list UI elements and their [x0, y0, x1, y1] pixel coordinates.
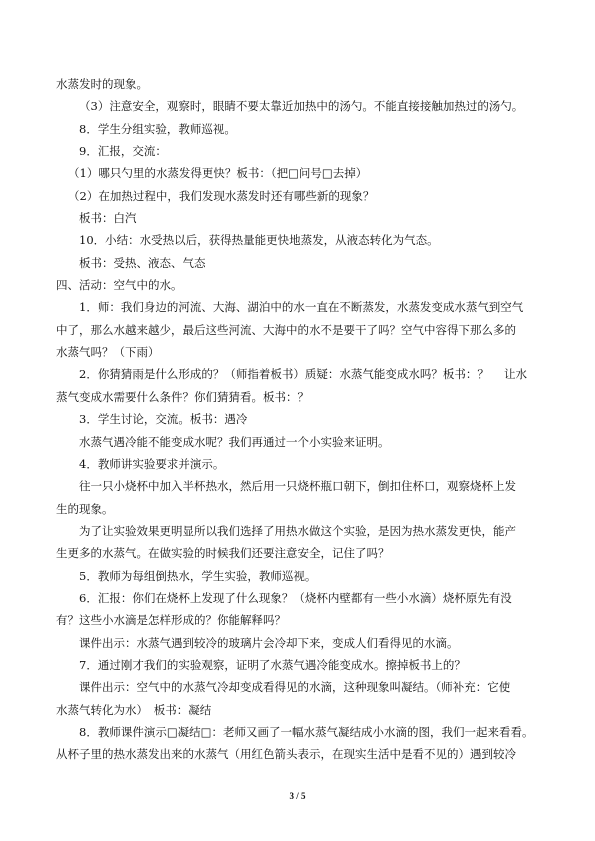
text-line: 中了，那么水越来越少，最后这些河流、大海中的水不是要干了吗？空气中容得下那么多的	[56, 322, 516, 337]
text-line: 水蒸气转化为水） 板书：凝结	[56, 702, 212, 717]
text-line: （1）哪只勺里的水蒸发得更快？板书：（把□问号□去掉）	[68, 166, 368, 181]
text-line: 板书：受热、液态、气态	[79, 255, 206, 270]
text-line: 3．学生讨论，交流。板书：遇冷	[79, 412, 248, 427]
text-line: 8．教师课件演示□凝结□：老师又画了一幅水蒸气凝结成小水滴的图，我们一起来看看。	[79, 724, 534, 739]
text-line: 有？这些小水滴是怎样形成的？你能解释吗？	[56, 613, 286, 628]
text-line: 蒸气变成水需要什么条件？你们猜猜看。板书：？	[56, 389, 309, 404]
text-line: 生的现象。	[56, 501, 114, 516]
text-line: 8．学生分组实验，教师巡视。	[79, 121, 236, 136]
text-line: 水蒸气吗？（下雨）	[56, 345, 160, 360]
text-line: 水蒸发时的现象。	[56, 77, 148, 91]
text-line: 从杯子里的热水蒸发出来的水蒸气（用红色箭头表示，在现实生活中是看不见的）遇到较冷	[56, 747, 516, 762]
text-line: 7．通过刚才我们的实验观察，证明了水蒸气遇冷能变成水。擦掉板书上的？	[79, 657, 466, 672]
text-line: 往一只小烧杯中加入半杯热水，然后用一只烧杯瓶口朝下，倒扣住杯口，观察烧杯上发	[79, 479, 516, 494]
text-line: 9．汇报，交流：	[79, 144, 167, 159]
document-body	[56, 73, 536, 766]
text-line: 课件出示：水蒸气遇到较冷的玻璃片会冷却下来，变成人们看得见的水滴。	[79, 635, 459, 650]
text-line: （3）注意安全，观察时，眼睛不要太靠近加热中的汤勺。不能直接接触加热过的汤勺。	[79, 99, 524, 114]
text-line: 2．你猜猜雨是什么形成的？（师指着板书）质疑：水蒸气能变成水吗？板书：？ 让水	[79, 367, 527, 382]
text-line: 板书：白汽	[79, 211, 137, 226]
text-line: 为了让实验效果更明显所以我们选择了用热水做这个实验，是因为热水蒸发更快，能产	[79, 523, 516, 538]
text-line: 6．汇报：你们在烧杯上发现了什么现象？（烧杯内壁都有一些小水滴）烧杯原先有没	[79, 590, 512, 605]
text-line: 5．教师为每组倒热水，学生实验，教师巡视。	[79, 568, 317, 583]
text-line: 四、活动：空气中的水。	[56, 278, 183, 293]
text-line: 4．教师讲实验要求并演示。	[79, 456, 225, 471]
text-line: （2）在加热过程中，我们发现水蒸发时还有哪些新的现象？	[68, 188, 375, 203]
text-line: 水蒸气遇冷能不能变成水呢？我们再通过一个小实验来证明。	[79, 434, 390, 449]
text-line: 生更多的水蒸气。在做实验的时候我们还要注意安全，记住了吗？	[56, 546, 390, 561]
text-line: 1．师：我们身边的河流、大海、湖泊中的水一直在不断蒸发，水蒸发变成水蒸气到空气	[79, 300, 524, 315]
text-line: 10．小结：水受热以后，获得热量能更快地蒸发，从液态转化为气态。	[79, 233, 439, 248]
page-number: 3 / 5	[289, 791, 306, 801]
text-line: 课件出示：空气中的水蒸气冷却变成看得见的水滴，这种现象叫凝结。（师补充：它使	[79, 680, 511, 695]
